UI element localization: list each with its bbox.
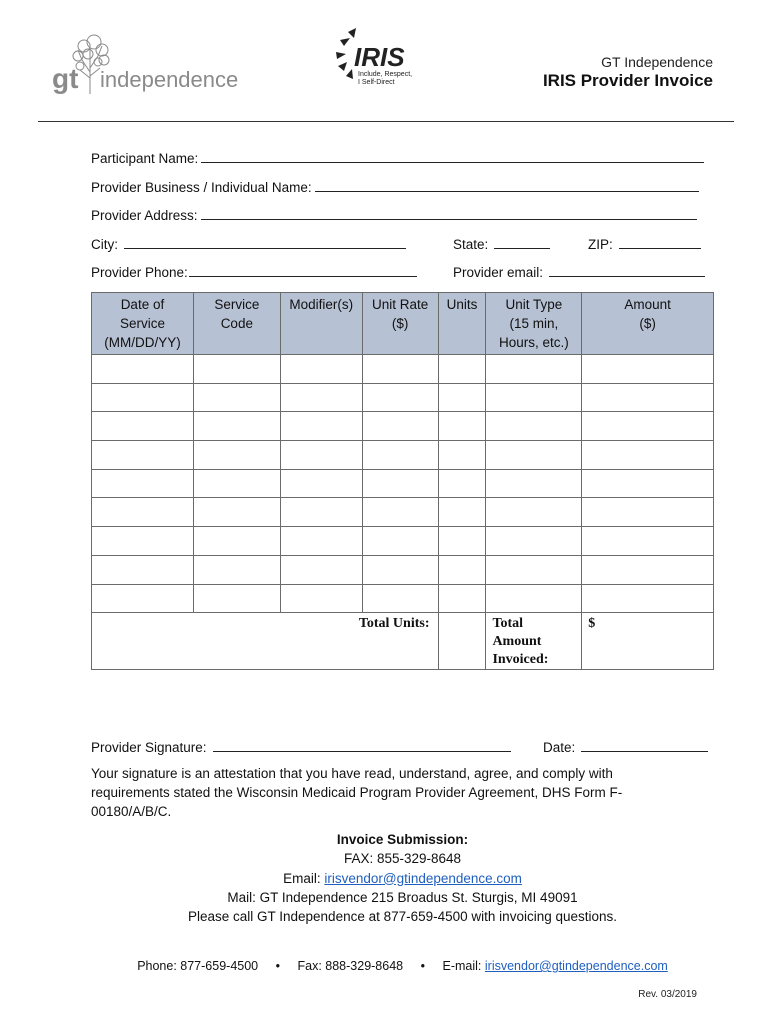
table-cell[interactable] [280, 412, 362, 441]
total-units-cell[interactable] [438, 613, 486, 670]
table-cell[interactable] [362, 555, 438, 584]
table-row [92, 412, 714, 441]
provider-address-field[interactable] [201, 206, 697, 220]
footer-phone: Phone: 877-659-4500 [137, 959, 259, 973]
table-cell[interactable] [362, 355, 438, 384]
provider-phone-label: Provider Phone: [91, 265, 188, 280]
participant-name-row [91, 149, 704, 166]
table-cell[interactable] [486, 527, 582, 556]
table-cell[interactable] [582, 527, 714, 556]
provider-email-row [453, 263, 705, 280]
table-row [92, 498, 714, 527]
footer-fax: Fax: 888-329-8648 [297, 959, 404, 973]
table-cell[interactable] [438, 355, 486, 384]
svg-text:Include, Respect,: Include, Respect, [358, 71, 413, 78]
table-cell[interactable] [582, 498, 714, 527]
signature-date-label: Date: [543, 740, 576, 755]
provider-phone-field[interactable] [189, 263, 417, 277]
svg-text:independence: independence [100, 67, 239, 92]
table-cell[interactable] [438, 441, 486, 470]
svg-text:I Self-Direct: I Self-Direct [358, 79, 395, 86]
zip-row [588, 235, 701, 252]
table-cell[interactable] [486, 412, 582, 441]
total-amount-label: Total Amount Invoiced: [486, 613, 582, 670]
table-cell[interactable] [193, 441, 280, 470]
header-divider [38, 121, 734, 122]
table-cell[interactable] [486, 584, 582, 613]
col-header-modifiers: Modifier(s) [280, 293, 362, 355]
table-cell[interactable] [582, 441, 714, 470]
table-cell[interactable] [582, 469, 714, 498]
table-cell[interactable] [280, 355, 362, 384]
table-cell[interactable] [193, 412, 280, 441]
footer-contact [91, 959, 714, 973]
invoice-submission [91, 830, 714, 926]
col-header-unit-rate: Unit Rate ($) [362, 293, 438, 355]
provider-email-label: Provider email: [453, 265, 544, 280]
table-cell[interactable] [280, 469, 362, 498]
table-cell[interactable] [438, 412, 486, 441]
table-cell[interactable] [92, 555, 194, 584]
table-cell[interactable] [582, 383, 714, 412]
table-cell[interactable] [280, 584, 362, 613]
table-cell[interactable] [362, 383, 438, 412]
table-cell[interactable] [193, 383, 280, 412]
submission-heading: Invoice Submission: [336, 832, 469, 847]
footer-separator: • [420, 959, 425, 973]
signature-field[interactable] [213, 738, 511, 752]
table-cell[interactable] [92, 383, 194, 412]
signature-date-field[interactable] [581, 738, 708, 752]
total-row [92, 613, 714, 670]
footer-email-link[interactable]: irisvendor@gtindependence.com [484, 959, 668, 973]
table-cell[interactable] [582, 555, 714, 584]
table-cell[interactable] [486, 498, 582, 527]
table-cell[interactable] [92, 469, 194, 498]
col-header-amount: Amount ($) [582, 293, 714, 355]
zip-field[interactable] [619, 235, 701, 249]
submission-call: Please call GT Independence at 877-659-4500 with invoicing questions. [187, 909, 618, 925]
table-cell[interactable] [486, 383, 582, 412]
submission-email-row [91, 869, 714, 888]
city-field[interactable] [124, 235, 406, 249]
table-cell[interactable] [486, 555, 582, 584]
zip-label: ZIP: [588, 237, 613, 252]
provider-email-field[interactable] [549, 263, 705, 277]
table-cell[interactable] [362, 469, 438, 498]
state-row [453, 235, 550, 252]
table-cell[interactable] [362, 441, 438, 470]
signature-label: Provider Signature: [91, 740, 207, 755]
table-cell[interactable] [92, 412, 194, 441]
table-cell[interactable] [438, 584, 486, 613]
table-cell[interactable] [193, 527, 280, 556]
table-cell[interactable] [438, 383, 486, 412]
table-header-row [92, 293, 714, 355]
provider-business-label: Provider Business / Individual Name: [91, 180, 312, 195]
table-body [92, 355, 714, 613]
total-units-label: Total Units: [92, 613, 439, 670]
submission-fax: FAX: 855-329-8648 [343, 851, 462, 867]
table-row [92, 441, 714, 470]
col-header-date-of-service: Date of Service (MM/DD/YY) [92, 293, 194, 355]
provider-business-field[interactable] [315, 178, 699, 192]
participant-name-label: Participant Name: [91, 151, 199, 166]
table-cell[interactable] [92, 355, 194, 384]
provider-phone-row [91, 263, 417, 280]
col-header-service-code: Service Code [193, 293, 280, 355]
table-row [92, 469, 714, 498]
table-cell[interactable] [280, 383, 362, 412]
state-label: State: [453, 237, 489, 252]
table-cell[interactable] [362, 584, 438, 613]
table-cell[interactable] [362, 527, 438, 556]
attestation-text: Your signature is an attestation that you have read, understand, agree, and comply with requirements stated the Wisconsin Medicaid Program Provider Agreement, DHS Form F-00180/A/B/C. [91, 766, 623, 819]
table-cell[interactable] [486, 469, 582, 498]
footer-email-label: E-mail: [442, 959, 482, 973]
table-cell[interactable] [486, 441, 582, 470]
table-cell[interactable] [92, 584, 194, 613]
table-row [92, 555, 714, 584]
table-cell[interactable] [362, 412, 438, 441]
provider-business-row [91, 178, 699, 195]
revision-note: Rev. 03/2019 [638, 989, 697, 1000]
table-row [92, 527, 714, 556]
total-amount-cell[interactable]: $ [582, 613, 714, 670]
table-cell[interactable] [280, 527, 362, 556]
participant-name-field[interactable] [201, 149, 704, 163]
state-field[interactable] [494, 235, 550, 249]
svg-text:gt: gt [52, 63, 79, 94]
table-cell[interactable] [438, 555, 486, 584]
table-cell[interactable] [92, 527, 194, 556]
table-row [92, 355, 714, 384]
table-cell[interactable] [582, 584, 714, 613]
provider-address-label: Provider Address: [91, 208, 198, 223]
table-cell[interactable] [438, 527, 486, 556]
gt-independence-logo [52, 32, 242, 102]
table-row [92, 383, 714, 412]
city-row [91, 235, 406, 252]
table-cell[interactable] [582, 412, 714, 441]
table-cell[interactable] [193, 355, 280, 384]
table-row [92, 584, 714, 613]
table-cell[interactable] [438, 498, 486, 527]
table-cell[interactable] [92, 498, 194, 527]
invoice-table [91, 292, 714, 670]
city-label: City: [91, 237, 118, 252]
table-cell[interactable] [193, 469, 280, 498]
table-cell[interactable] [193, 498, 280, 527]
signature-date-row [543, 738, 708, 755]
col-header-units: Units [438, 293, 486, 355]
table-cell[interactable] [280, 498, 362, 527]
col-header-unit-type: Unit Type (15 min, Hours, etc.) [486, 293, 582, 355]
table-cell[interactable] [582, 355, 714, 384]
table-cell[interactable] [193, 555, 280, 584]
submission-email-label: Email: [283, 870, 321, 886]
submission-mail: Mail: GT Independence 215 Broadus St. Sturgis, MI 49091 [227, 889, 578, 905]
table-cell[interactable] [92, 441, 194, 470]
svg-text:IRIS: IRIS [354, 42, 405, 72]
page-title: IRIS Provider Invoice [542, 71, 713, 90]
table-cell[interactable] [486, 355, 582, 384]
signature-row [91, 738, 511, 755]
submission-email-link[interactable]: irisvendor@gtindependence.com [324, 870, 522, 886]
iris-logo [326, 26, 426, 96]
table-cell[interactable] [362, 498, 438, 527]
provider-address-row [91, 206, 697, 223]
table-cell[interactable] [280, 555, 362, 584]
table-cell[interactable] [438, 469, 486, 498]
org-name: GT Independence [601, 54, 713, 70]
footer-separator: • [275, 959, 280, 973]
table-cell[interactable] [193, 584, 280, 613]
table-cell[interactable] [280, 441, 362, 470]
